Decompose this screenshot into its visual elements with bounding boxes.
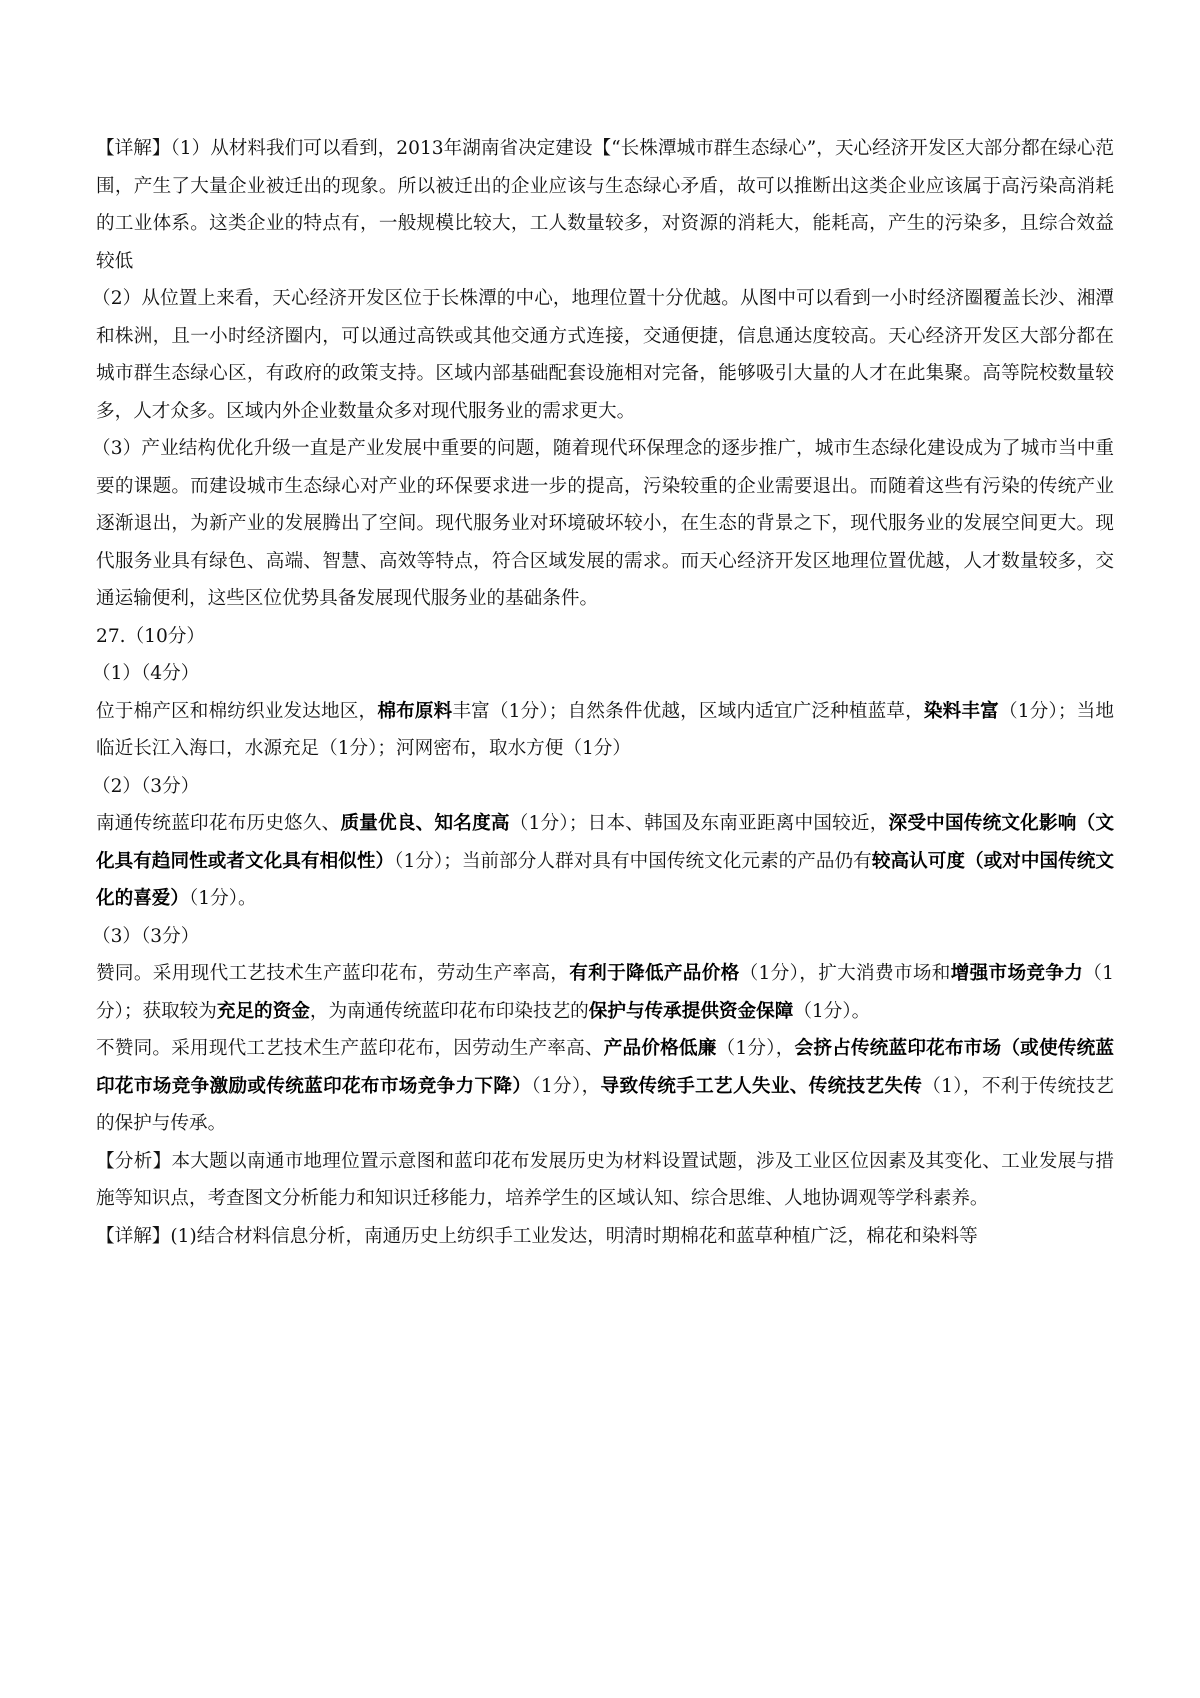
key-point: 会挤占传统蓝印花布市场（或使传统蓝印花市场竞争激励或传统蓝印花布市场竞争力下降）	[96, 1038, 1114, 1097]
q27-part2-heading: （2）（3分）	[92, 775, 200, 797]
detail-paragraph-2: （2）从位置上来看，天心经济开发区位于长株潭的中心，地理位置十分优越。从图中可以看到一小时经济圈覆盖长沙、湘潭和株洲，且一小时经济圈内，可以通过高铁或其他交通方式连接，交通便捷，信息通达度较高。天心经济开发区大部分都在城市群生态绿心区，有政府的政策支持。区域内部基础配套设施相对完备，能够吸引大量的人才在此集聚。高等院校数量较多，人才众多。区域内外企业数量众多对现代服务业的需求更大。	[92, 288, 1114, 422]
analysis-paragraph	[96, 1143, 1114, 1218]
key-point: 充足的资金	[216, 1000, 310, 1022]
q27-part1-heading: （1）（4分）	[92, 663, 200, 684]
analysis-text: 本大题以南通市地理位置示意图和蓝印花布发展历史为材料设置试题，涉及工业区位因素及其变化、工业发展与措施等知识点，考查图文分析能力和知识迁移能力，培养学生的区域认知、综合思维、人地协调观等学科素养。	[96, 1150, 1114, 1209]
question-27-header: 27.（10分）	[96, 625, 206, 647]
key-point: 染料丰富	[923, 700, 999, 722]
answer-text: （1分）；当地临近长江入海口，水源充足（1分）；河网密布，取水方便（1分）	[96, 700, 1115, 759]
analysis-tag: 【分析】	[96, 1150, 172, 1172]
detail-paragraph-q27	[96, 1218, 1114, 1256]
detail-text-1: （1）从材料我们可以看到，2013年湖南省决定建设【“长株潭城市群生态绿心”，天心经济开发区大部分都在绿心范围，产生了大量企业被迁出的现象。所以被迁出的企业应该与生态绿心矛盾，故可以推断出这类企业应该属于高污染高消耗的工业体系。这类企业的特点有，一般规模比较大，工人数量较多，对资源的消耗大，能耗高，产生的污染多，且综合效益较低	[96, 138, 1114, 272]
answer-text: 南通传统蓝印花布历史悠久、	[96, 813, 341, 834]
answer-text: 不赞同。采用现代工艺技术生产蓝印花布，因劳动生产率高、	[96, 1038, 604, 1059]
key-point: 较高认可度（或对中国传统文化的喜爱）	[96, 850, 1114, 909]
key-point: 质量优良、知名度高	[340, 813, 510, 834]
answer-text: （1分）；当前部分人群对具有中国传统文化元素的产品仍有	[394, 850, 872, 872]
document-page	[92, 130, 1115, 1255]
answer-text: （1分），扩大消费市场和	[739, 963, 951, 984]
detail-paragraph-3: （3）产业结构优化升级一直是产业发展中重要的问题，随着现代环保理念的逐步推广，城市生态绿化建设成为了城市当中重要的课题。而建设城市生态绿心对产业的环保要求进一步的提高，污染较重的企业需要退出。而随着这些有污染的传统产业逐渐退出，为新产业的发展腾出了空间。现代服务业对环境破坏较小，在生态的背景之下，现代服务业的发展空间更大。现代服务业具有绿色、高端、智慧、高效等特点，符合区域发展的需求。而天心经济开发区地理位置优越，人才数量较多，交通运输便利，这些区位优势具备发展现代服务业的基础条件。	[92, 438, 1114, 609]
key-point: 深受中国传统文化影响（文化具有趋同性或者文化具有相似性）	[96, 813, 1114, 872]
answer-text: （1分），	[716, 1038, 795, 1059]
key-point: 导致传统手工艺人失业、传统技艺失传	[600, 1075, 923, 1097]
q27-part2-answer	[96, 805, 1114, 918]
key-point: 有利于降低产品价格	[569, 963, 740, 984]
key-point: 增强市场竞争力	[950, 963, 1084, 984]
answer-text: （1分）。	[188, 888, 257, 909]
answer-text: 丰富（1分）；自然条件优越，区域内适宜广泛种植蓝草，	[452, 700, 924, 722]
answer-text: 位于棉产区和棉纺织业发达地区，	[96, 700, 378, 722]
key-point: 保护与传承提供资金保障	[588, 1000, 794, 1022]
key-point: 棉布原料	[377, 700, 453, 722]
q27-part1-answer	[96, 693, 1114, 768]
answer-text: （1分），	[531, 1075, 601, 1097]
detail-text-q27: (1)结合材料信息分析，南通历史上纺织手工业发达，明清时期棉花和蓝草种植广泛，棉花和染料等	[170, 1225, 978, 1247]
answer-text: （1分）。	[793, 1000, 871, 1022]
detail-paragraph-1	[96, 130, 1114, 280]
q27-part3-heading: （3）（3分）	[92, 925, 200, 947]
answer-text: ，为南通传统蓝印花布印染技艺的	[309, 1000, 589, 1022]
answer-text: 赞同。采用现代工艺技术生产蓝印花布，劳动生产率高，	[96, 963, 570, 984]
answer-text: （1分）；获取较为	[96, 963, 1114, 1022]
q27-part3-answer-disagree	[96, 1030, 1114, 1143]
detail-tag: 【详解】	[96, 138, 171, 159]
answer-text: （1分）；日本、韩国及东南亚距离中国较近，	[509, 813, 889, 834]
detail-tag: 【详解】	[96, 1225, 171, 1247]
q27-part3-answer-agree	[96, 955, 1114, 1030]
answer-text: （1），不利于传统技艺的保护与传承。	[96, 1075, 1114, 1134]
key-point: 产品价格低廉	[603, 1038, 717, 1059]
